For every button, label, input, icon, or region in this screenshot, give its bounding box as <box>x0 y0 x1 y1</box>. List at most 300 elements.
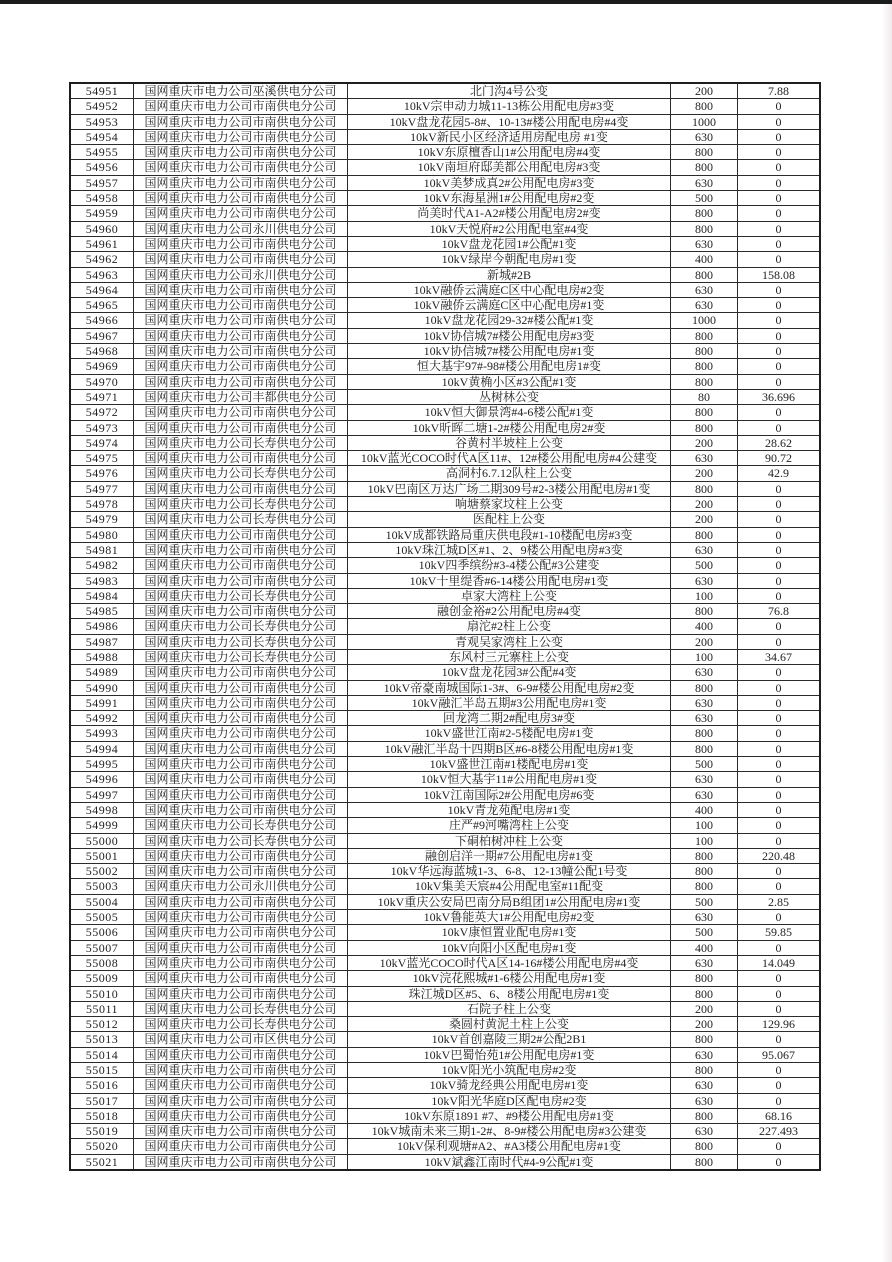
capacity-value: 500 <box>671 925 738 940</box>
table-row <box>70 695 820 710</box>
company-name: 国网重庆市电力公司市南供电分公司 <box>134 252 348 267</box>
station-name: 10kV融汇半岛十四期B区#6-8楼公用配电房#1变 <box>348 741 671 756</box>
table-row <box>70 1001 820 1016</box>
company-name: 国网重庆市电力公司市南供电分公司 <box>134 175 348 190</box>
station-name: 10kV珠江城D区#1、2、9楼公用配电房#3变 <box>348 542 671 557</box>
row-id: 55020 <box>70 1139 134 1154</box>
station-name: 10kV美梦成真2#公用配电房#3变 <box>348 175 671 190</box>
station-name: 庄严#9河嘴湾柱上公变 <box>348 818 671 833</box>
company-name: 国网重庆市电力公司长寿供电分公司 <box>134 649 348 664</box>
row-id: 54955 <box>70 145 134 160</box>
station-name: 融创金裕#2公用配电房#4变 <box>348 604 671 619</box>
station-name: 10kV华远海蓝城1-3、6-8、12-13幢公配1号变 <box>348 864 671 879</box>
table-row <box>70 83 820 99</box>
table-row <box>70 864 820 879</box>
table-row <box>70 634 820 649</box>
reading-value: 0 <box>738 298 821 313</box>
company-name: 国网重庆市电力公司市南供电分公司 <box>134 1139 348 1154</box>
row-id: 54970 <box>70 374 134 389</box>
station-name: 恒大基宇97#-98#楼公用配电房1#变 <box>348 359 671 374</box>
company-name: 国网重庆市电力公司市南供电分公司 <box>134 129 348 144</box>
station-name: 10kV协信城7#楼公用配电房#1变 <box>348 344 671 359</box>
row-id: 54951 <box>70 83 134 99</box>
reading-value: 14.049 <box>738 955 821 970</box>
reading-value: 0 <box>738 558 821 573</box>
table-row <box>70 1093 820 1108</box>
capacity-value: 630 <box>671 665 738 680</box>
company-name: 国网重庆市电力公司长寿供电分公司 <box>134 512 348 527</box>
reading-value: 0 <box>738 971 821 986</box>
station-name: 10kV鲁能英大1#公用配电房#2变 <box>348 910 671 925</box>
row-id: 55018 <box>70 1108 134 1123</box>
row-id: 54968 <box>70 344 134 359</box>
table-row <box>70 680 820 695</box>
table-row <box>70 344 820 359</box>
station-name: 10kV恒大御景湾#4-6楼公配#1变 <box>348 405 671 420</box>
station-name: 10kV巴蜀怡苑1#公用配电房#1变 <box>348 1047 671 1062</box>
reading-value: 95.067 <box>738 1047 821 1062</box>
reading-value: 0 <box>738 726 821 741</box>
row-id: 54963 <box>70 267 134 282</box>
reading-value: 0 <box>738 1063 821 1078</box>
company-name: 国网重庆市电力公司市南供电分公司 <box>134 298 348 313</box>
table-row <box>70 1078 820 1093</box>
company-name: 国网重庆市电力公司市南供电分公司 <box>134 772 348 787</box>
row-id: 54974 <box>70 435 134 450</box>
company-name: 国网重庆市电力公司永川供电分公司 <box>134 879 348 894</box>
capacity-value: 800 <box>671 328 738 343</box>
table-row <box>70 772 820 787</box>
station-name: 10kV盛世江南#2-5楼配电房#1变 <box>348 726 671 741</box>
station-name: 10kV康恒置业配电房#1变 <box>348 925 671 940</box>
capacity-value: 630 <box>671 129 738 144</box>
capacity-value: 200 <box>671 512 738 527</box>
document-page <box>69 82 821 1171</box>
station-name: 10kV盘龙花园3#公配#4变 <box>348 665 671 680</box>
station-name: 10kV绿岸今朝配电房#1变 <box>348 252 671 267</box>
row-id: 54957 <box>70 175 134 190</box>
row-id: 54975 <box>70 451 134 466</box>
row-id: 55004 <box>70 894 134 909</box>
company-name: 国网重庆市电力公司市南供电分公司 <box>134 145 348 160</box>
capacity-value: 630 <box>671 1124 738 1139</box>
table-row <box>70 833 820 848</box>
table-row <box>70 1032 820 1047</box>
capacity-value: 630 <box>671 282 738 297</box>
company-name: 国网重庆市电力公司市南供电分公司 <box>134 604 348 619</box>
row-id: 54954 <box>70 129 134 144</box>
capacity-value: 500 <box>671 757 738 772</box>
company-name: 国网重庆市电力公司市南供电分公司 <box>134 864 348 879</box>
reading-value: 0 <box>738 481 821 496</box>
station-name: 石院子柱上公变 <box>348 1001 671 1016</box>
capacity-value: 800 <box>671 374 738 389</box>
capacity-value: 800 <box>671 160 738 175</box>
reading-value: 0 <box>738 695 821 710</box>
capacity-value: 630 <box>671 787 738 802</box>
station-name: 青观吴家湾柱上公变 <box>348 634 671 649</box>
table-row <box>70 711 820 726</box>
row-id: 55011 <box>70 1001 134 1016</box>
table-row <box>70 175 820 190</box>
row-id: 54967 <box>70 328 134 343</box>
company-name: 国网重庆市电力公司市南供电分公司 <box>134 894 348 909</box>
station-name: 10kV成都铁路局重庆供电段#1-10楼配电房#3变 <box>348 527 671 542</box>
capacity-value: 100 <box>671 588 738 603</box>
table-row <box>70 374 820 389</box>
capacity-value: 800 <box>671 741 738 756</box>
reading-value: 0 <box>738 359 821 374</box>
station-name: 10kV黄桷小区#3公配#1变 <box>348 374 671 389</box>
company-name: 国网重庆市电力公司市南供电分公司 <box>134 405 348 420</box>
row-id: 54988 <box>70 649 134 664</box>
reading-value: 0 <box>738 420 821 435</box>
reading-value: 0 <box>738 818 821 833</box>
table-row <box>70 252 820 267</box>
table-row <box>70 879 820 894</box>
table-row <box>70 267 820 282</box>
reading-value: 76.8 <box>738 604 821 619</box>
reading-value: 129.96 <box>738 1017 821 1032</box>
station-name: 10kV宗申动力城11-13栋公用配电房#3变 <box>348 99 671 114</box>
company-name: 国网重庆市电力公司长寿供电分公司 <box>134 1017 348 1032</box>
row-id: 54977 <box>70 481 134 496</box>
table-row <box>70 466 820 481</box>
reading-value: 0 <box>738 328 821 343</box>
row-id: 54969 <box>70 359 134 374</box>
row-id: 55005 <box>70 910 134 925</box>
company-name: 国网重庆市电力公司市南供电分公司 <box>134 680 348 695</box>
capacity-value: 100 <box>671 833 738 848</box>
reading-value: 0 <box>738 374 821 389</box>
company-name: 国网重庆市电力公司市南供电分公司 <box>134 711 348 726</box>
station-name: 响塘蔡家坟柱上公变 <box>348 497 671 512</box>
company-name: 国网重庆市电力公司市南供电分公司 <box>134 726 348 741</box>
reading-value: 0 <box>738 175 821 190</box>
table-row <box>70 512 820 527</box>
capacity-value: 800 <box>671 206 738 221</box>
company-name: 国网重庆市电力公司市南供电分公司 <box>134 344 348 359</box>
company-name: 国网重庆市电力公司长寿供电分公司 <box>134 435 348 450</box>
reading-value: 0 <box>738 1078 821 1093</box>
reading-value: 0 <box>738 741 821 756</box>
capacity-value: 630 <box>671 772 738 787</box>
station-name: 10kV东原1891 #7、#9楼公用配电房#1变 <box>348 1108 671 1123</box>
company-name: 国网重庆市电力公司市南供电分公司 <box>134 695 348 710</box>
table-row <box>70 160 820 175</box>
station-name: 10kV向阳小区配电房#1变 <box>348 940 671 955</box>
station-name: 10kV集美天宸#4公用配电室#11配变 <box>348 879 671 894</box>
capacity-value: 800 <box>671 680 738 695</box>
company-name: 国网重庆市电力公司长寿供电分公司 <box>134 588 348 603</box>
reading-value: 0 <box>738 114 821 129</box>
row-id: 54993 <box>70 726 134 741</box>
table-row <box>70 481 820 496</box>
table-row <box>70 497 820 512</box>
row-id: 54964 <box>70 282 134 297</box>
table-row <box>70 573 820 588</box>
row-id: 54978 <box>70 497 134 512</box>
reading-value: 2.85 <box>738 894 821 909</box>
company-name: 国网重庆市电力公司市南供电分公司 <box>134 665 348 680</box>
capacity-value: 630 <box>671 451 738 466</box>
table-row <box>70 741 820 756</box>
table-row <box>70 925 820 940</box>
reading-value: 0 <box>738 344 821 359</box>
capacity-value: 800 <box>671 99 738 114</box>
capacity-value: 200 <box>671 466 738 481</box>
company-name: 国网重庆市电力公司市南供电分公司 <box>134 420 348 435</box>
station-name: 新城#2B <box>348 267 671 282</box>
row-id: 55007 <box>70 940 134 955</box>
reading-value: 0 <box>738 1032 821 1047</box>
station-name: 高洞村6.7.12队柱上公变 <box>348 466 671 481</box>
station-name: 10kV盛世江南#1楼配电房#1变 <box>348 757 671 772</box>
station-name: 10kV昕晖二塘1-2#楼公用配电房2#变 <box>348 420 671 435</box>
capacity-value: 500 <box>671 191 738 206</box>
capacity-value: 800 <box>671 527 738 542</box>
row-id: 54984 <box>70 588 134 603</box>
table-row <box>70 1108 820 1123</box>
page-right-edge-shadow <box>882 4 892 1262</box>
company-name: 国网重庆市电力公司市区供电分公司 <box>134 1032 348 1047</box>
row-id: 55015 <box>70 1063 134 1078</box>
row-id: 55013 <box>70 1032 134 1047</box>
reading-value: 0 <box>738 910 821 925</box>
table-row <box>70 420 820 435</box>
company-name: 国网重庆市电力公司市南供电分公司 <box>134 374 348 389</box>
capacity-value: 630 <box>671 573 738 588</box>
reading-value: 0 <box>738 512 821 527</box>
table-row <box>70 955 820 970</box>
table-row <box>70 99 820 114</box>
station-name: 10kV融汇半岛五期#3公用配电房#1变 <box>348 695 671 710</box>
reading-value: 0 <box>738 206 821 221</box>
company-name: 国网重庆市电力公司市南供电分公司 <box>134 1124 348 1139</box>
row-id: 54991 <box>70 695 134 710</box>
row-id: 54962 <box>70 252 134 267</box>
row-id: 55002 <box>70 864 134 879</box>
table-row <box>70 848 820 863</box>
row-id: 55001 <box>70 848 134 863</box>
table-row <box>70 910 820 925</box>
row-id: 54983 <box>70 573 134 588</box>
table-row <box>70 588 820 603</box>
reading-value: 220.48 <box>738 848 821 863</box>
table-row <box>70 236 820 251</box>
station-name: 10kV融侨云满庭C区中心配电房#2变 <box>348 282 671 297</box>
row-id: 55021 <box>70 1154 134 1170</box>
row-id: 54966 <box>70 313 134 328</box>
row-id: 54996 <box>70 772 134 787</box>
reading-value: 0 <box>738 588 821 603</box>
company-name: 国网重庆市电力公司长寿供电分公司 <box>134 466 348 481</box>
row-id: 55017 <box>70 1093 134 1108</box>
capacity-value: 800 <box>671 145 738 160</box>
reading-value: 227.493 <box>738 1124 821 1139</box>
capacity-value: 800 <box>671 481 738 496</box>
table-row <box>70 145 820 160</box>
row-id: 54980 <box>70 527 134 542</box>
table-row <box>70 986 820 1001</box>
station-name: 10kV保利观塘#A2、#A3楼公用配电房#1变 <box>348 1139 671 1154</box>
capacity-value: 400 <box>671 252 738 267</box>
row-id: 55014 <box>70 1047 134 1062</box>
reading-value: 0 <box>738 497 821 512</box>
company-name: 国网重庆市电力公司市南供电分公司 <box>134 359 348 374</box>
company-name: 国网重庆市电力公司市南供电分公司 <box>134 236 348 251</box>
capacity-value: 630 <box>671 542 738 557</box>
row-id: 55012 <box>70 1017 134 1032</box>
station-name: 10kV新民小区经济适用房配电房 #1变 <box>348 129 671 144</box>
company-name: 国网重庆市电力公司永川供电分公司 <box>134 267 348 282</box>
station-name: 10kV蓝光COCO时代A区14-16#楼公用配电房#4变 <box>348 955 671 970</box>
capacity-value: 200 <box>671 435 738 450</box>
reading-value: 0 <box>738 221 821 236</box>
station-name: 东风村三元寨柱上公变 <box>348 649 671 664</box>
capacity-value: 800 <box>671 971 738 986</box>
station-name: 扇沱#2柱上公变 <box>348 619 671 634</box>
table-row <box>70 206 820 221</box>
station-name: 10kV恒大基宇11#公用配电房#1变 <box>348 772 671 787</box>
reading-value: 0 <box>738 1154 821 1170</box>
reading-value: 0 <box>738 160 821 175</box>
capacity-value: 630 <box>671 298 738 313</box>
table-row <box>70 191 820 206</box>
capacity-value: 800 <box>671 1154 738 1170</box>
station-name: 10kV东海星洲1#公用配电房#2变 <box>348 191 671 206</box>
company-name: 国网重庆市电力公司市南供电分公司 <box>134 191 348 206</box>
row-id: 54994 <box>70 741 134 756</box>
station-name: 10kV江南国际2#公用配电房#6变 <box>348 787 671 802</box>
capacity-value: 630 <box>671 695 738 710</box>
reading-value: 42.9 <box>738 466 821 481</box>
station-name: 回龙湾二期2#配电房3#变 <box>348 711 671 726</box>
reading-value: 0 <box>738 619 821 634</box>
table-row <box>70 435 820 450</box>
station-name: 尚美时代A1-A2#楼公用配电房2#变 <box>348 206 671 221</box>
company-name: 国网重庆市电力公司市南供电分公司 <box>134 328 348 343</box>
row-id: 54990 <box>70 680 134 695</box>
row-id: 55009 <box>70 971 134 986</box>
reading-value: 0 <box>738 129 821 144</box>
capacity-value: 200 <box>671 1017 738 1032</box>
company-name: 国网重庆市电力公司市南供电分公司 <box>134 1063 348 1078</box>
capacity-value: 400 <box>671 619 738 634</box>
reading-value: 0 <box>738 145 821 160</box>
station-name: 桑圆村黄泥土柱上公变 <box>348 1017 671 1032</box>
row-id: 55003 <box>70 879 134 894</box>
row-id: 55008 <box>70 955 134 970</box>
company-name: 国网重庆市电力公司市南供电分公司 <box>134 802 348 817</box>
capacity-value: 200 <box>671 497 738 512</box>
capacity-value: 630 <box>671 955 738 970</box>
reading-value: 59.85 <box>738 925 821 940</box>
row-id: 55010 <box>70 986 134 1001</box>
reading-value: 0 <box>738 252 821 267</box>
table-row <box>70 1063 820 1078</box>
row-id: 54997 <box>70 787 134 802</box>
company-name: 国网重庆市电力公司市南供电分公司 <box>134 787 348 802</box>
table-body <box>70 83 820 1170</box>
row-id: 54995 <box>70 757 134 772</box>
station-name: 谷黄村半坡柱上公变 <box>348 435 671 450</box>
company-name: 国网重庆市电力公司市南供电分公司 <box>134 910 348 925</box>
row-id: 55016 <box>70 1078 134 1093</box>
table-row <box>70 359 820 374</box>
row-id: 54961 <box>70 236 134 251</box>
capacity-value: 800 <box>671 359 738 374</box>
capacity-value: 800 <box>671 986 738 1001</box>
company-name: 国网重庆市电力公司长寿供电分公司 <box>134 818 348 833</box>
table-row <box>70 604 820 619</box>
row-id: 54972 <box>70 405 134 420</box>
company-name: 国网重庆市电力公司市南供电分公司 <box>134 558 348 573</box>
station-name: 10kV巴南区万达广场二期309号#2-3楼公用配电房#1变 <box>348 481 671 496</box>
reading-value: 0 <box>738 405 821 420</box>
row-id: 54959 <box>70 206 134 221</box>
capacity-value: 630 <box>671 910 738 925</box>
station-name: 融创启洋一期#7公用配电房#1变 <box>348 848 671 863</box>
station-name: 10kV盘龙花园1#公配#1变 <box>348 236 671 251</box>
capacity-value: 630 <box>671 1047 738 1062</box>
reading-value: 0 <box>738 665 821 680</box>
row-id: 54992 <box>70 711 134 726</box>
capacity-value: 800 <box>671 344 738 359</box>
capacity-value: 800 <box>671 1063 738 1078</box>
reading-value: 0 <box>738 99 821 114</box>
capacity-value: 1000 <box>671 114 738 129</box>
station-name: 10kV阳光华庭D区配电房#2变 <box>348 1093 671 1108</box>
table-row <box>70 389 820 404</box>
row-id: 54958 <box>70 191 134 206</box>
station-name: 10kV浣花熙城#1-6楼公用配电房#1变 <box>348 971 671 986</box>
row-id: 55006 <box>70 925 134 940</box>
company-name: 国网重庆市电力公司市南供电分公司 <box>134 1078 348 1093</box>
reading-value: 0 <box>738 1001 821 1016</box>
table-row <box>70 542 820 557</box>
station-name: 10kV协信城7#楼公用配电房#3变 <box>348 328 671 343</box>
table-row <box>70 894 820 909</box>
table-row <box>70 619 820 634</box>
company-name: 国网重庆市电力公司市南供电分公司 <box>134 1093 348 1108</box>
company-name: 国网重庆市电力公司市南供电分公司 <box>134 757 348 772</box>
company-name: 国网重庆市电力公司市南供电分公司 <box>134 99 348 114</box>
company-name: 国网重庆市电力公司市南供电分公司 <box>134 986 348 1001</box>
table-row <box>70 298 820 313</box>
company-name: 国网重庆市电力公司丰都供电分公司 <box>134 389 348 404</box>
reading-value: 0 <box>738 864 821 879</box>
company-name: 国网重庆市电力公司长寿供电分公司 <box>134 497 348 512</box>
station-name: 10kV斌鑫江南时代#4-9公配#1变 <box>348 1154 671 1170</box>
station-name: 10kV东原檀香山1#公用配电房#4变 <box>348 145 671 160</box>
reading-value: 0 <box>738 634 821 649</box>
reading-value: 0 <box>738 313 821 328</box>
table-row <box>70 282 820 297</box>
capacity-value: 630 <box>671 1093 738 1108</box>
capacity-value: 800 <box>671 1108 738 1123</box>
reading-value: 0 <box>738 986 821 1001</box>
table-row <box>70 818 820 833</box>
capacity-value: 800 <box>671 1139 738 1154</box>
row-id: 54960 <box>70 221 134 236</box>
capacity-value: 400 <box>671 940 738 955</box>
company-name: 国网重庆市电力公司长寿供电分公司 <box>134 833 348 848</box>
table-row <box>70 405 820 420</box>
station-name: 北门沟4号公变 <box>348 83 671 99</box>
company-name: 国网重庆市电力公司市南供电分公司 <box>134 542 348 557</box>
company-name: 国网重庆市电力公司市南供电分公司 <box>134 206 348 221</box>
